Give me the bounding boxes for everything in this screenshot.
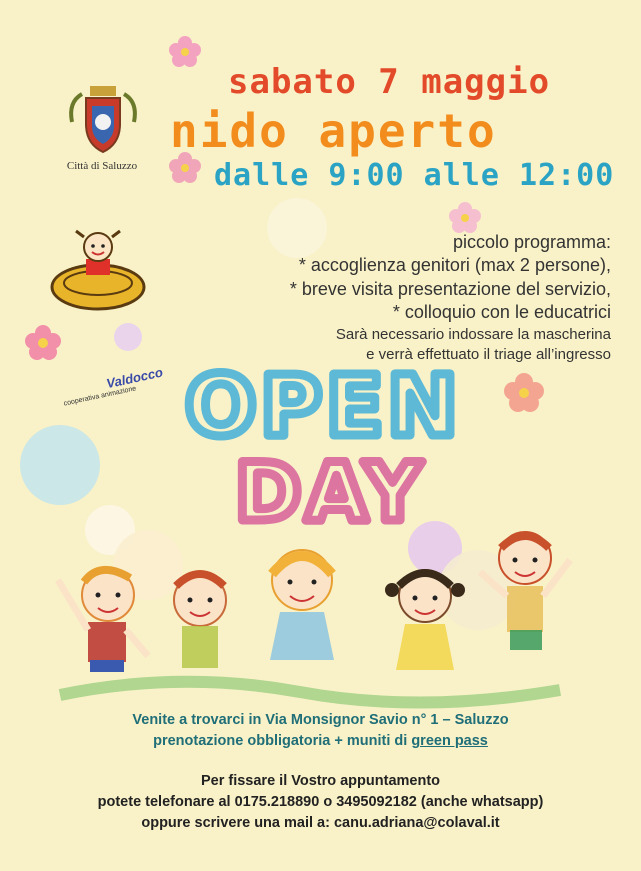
flower-icon bbox=[504, 373, 544, 412]
contact-line-2: potete telefonare al 0175.218890 o 3495092182 (anche whatsapp) bbox=[97, 794, 544, 810]
booking-prefix: prenotazione obbligatoria + muniti di bbox=[153, 733, 412, 749]
city-crest-icon bbox=[64, 82, 142, 160]
address-line: Venite a trovarci in Via Monsignor Savio n° 1 – Saluzzo bbox=[132, 712, 509, 728]
contact-line-3 bbox=[0, 815, 641, 831]
faded-bubble bbox=[267, 198, 327, 258]
day-word: DAY bbox=[235, 446, 426, 530]
program-item-3: * colloquio con le educatrici bbox=[392, 302, 611, 322]
open-word: OPEN bbox=[185, 357, 462, 455]
time-title: dalle 9:00 alle 12:00 bbox=[214, 158, 615, 193]
flower-icon bbox=[169, 36, 201, 67]
children-illustration bbox=[40, 520, 600, 710]
flower-icon bbox=[449, 202, 481, 233]
child-figure bbox=[270, 550, 334, 660]
child-in-nest-illustration bbox=[48, 225, 148, 317]
flower-icon bbox=[25, 325, 61, 360]
green-pass-text: green pass bbox=[411, 733, 488, 749]
program-note-2: e verrà effettuato il triage all’ingresso bbox=[366, 346, 611, 363]
child-figure bbox=[480, 532, 570, 650]
date-title: sabato 7 maggio bbox=[228, 62, 551, 102]
booking-line bbox=[0, 733, 641, 749]
program-item-2: * breve visita presentazione del servizio, bbox=[289, 279, 611, 299]
logo-subtitle: cooperativa animazione bbox=[63, 385, 137, 408]
child-figure bbox=[385, 570, 465, 670]
logo-name: Valdocco bbox=[104, 364, 165, 392]
contact-prefix: oppure scrivere una mail a: bbox=[141, 815, 334, 831]
lilac-bubble bbox=[114, 323, 142, 351]
program-item-1: * accoglienza genitori (max 2 persone), bbox=[298, 255, 611, 275]
program-note-1: Sarà necessario indossare la mascherina bbox=[335, 326, 611, 343]
open-day-banner bbox=[180, 355, 470, 530]
child-figure bbox=[58, 569, 148, 672]
city-label: Città di Saluzzo bbox=[66, 160, 138, 172]
email-link[interactable]: canu.adriana@colaval.it bbox=[333, 815, 500, 831]
main-title: nido aperto bbox=[170, 104, 497, 158]
child-figure bbox=[174, 574, 226, 668]
contact-line-1: Per fissare il Vostro appuntamento bbox=[200, 773, 441, 789]
program-title: piccolo programma: bbox=[452, 232, 611, 252]
blue-bubble bbox=[20, 425, 100, 505]
